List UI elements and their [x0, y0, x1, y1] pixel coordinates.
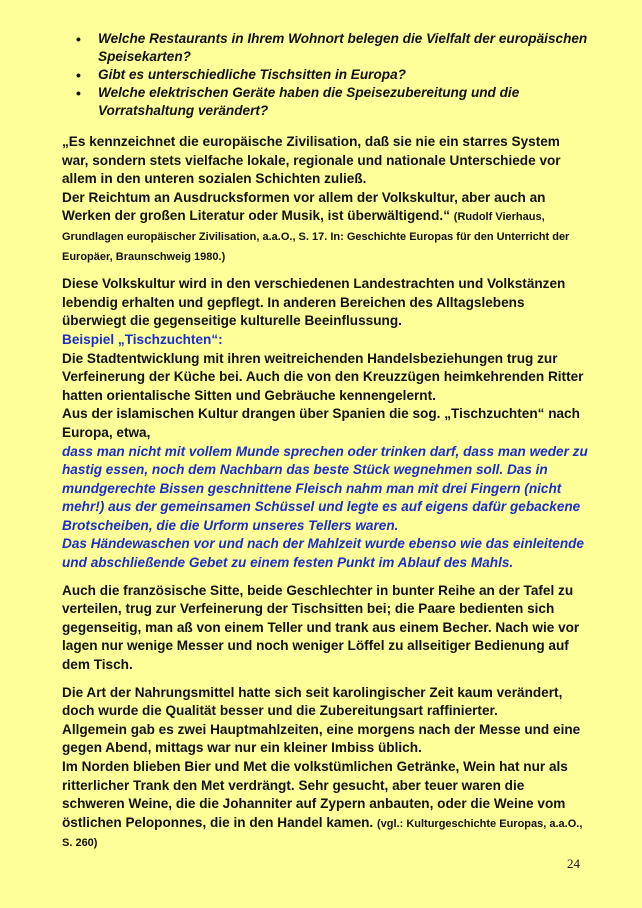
page-content	[62, 30, 590, 853]
question-list	[62, 30, 590, 120]
question-item: • Welche elektrischen Geräte haben die Speisezubereitung und die Vorratshaltung verändert?	[98, 84, 590, 120]
norden-text: Im Norden blieben Bier und Met die volkstümlichen Getränke, Wein hat nur als ritterlicher Trank den Met verdrängt. Sehr gesucht, aber teuer waren die schweren Weine, die die Johanniter auf Zypern anbauten, oder die Weine vom östlichen Peloponnes, die in den Handel kamen.	[62, 759, 568, 830]
paragraph-norden	[62, 758, 590, 853]
paragraph-franzoesisch: Auch die französische Sitte, beide Geschlechter in bunter Reihe an der Tafel zu verteilen, trug zur Verfeinerung der Tischsitten bei; die Paare bedienten sich gegenseitig, man aß von einem Teller und trank aus einem Becher. Nach wie vor lagen nur wenige Messer und noch weniger Löffel zu allseitiger Bedienung auf dem Tisch.	[62, 582, 580, 673]
beispiel-heading: Beispiel „Tischzuchten“:	[62, 331, 223, 347]
paragraph-volkskultur: Diese Volkskultur wird in den verschiedenen Landestrachten und Volkstänzen lebendig erhalten und gepflegt. In anderen Bereichen des Alltagslebens überwiegt die gegenseitige kulturelle Beeinflussung.	[62, 276, 566, 329]
tischzuchten-rules: dass man nicht mit vollem Munde sprechen oder trinken darf, dass man weder zu hastig essen, noch dem Nachbarn das beste Stück wegnehmen soll. Das in mundgerechte Bissen geschnittene Fleisch nahm man mit drei Fingern (nicht mehr!) aus der gemeinsamen Schüssel und legte es auf eigens dafür gebackene Brotscheiben, die die Urform unseres Tellers waren.	[62, 443, 588, 533]
quote-citation: (Rudolf Vierhaus, Grundlagen europäischer Zivilisation, a.a.O., S. 17. In: Geschichte Europas für den Unterricht der Europäer, Braunschweig 1980.)	[62, 211, 570, 263]
question-item: • Welche Restaurants in Ihrem Wohnort belegen die Vielfalt der europäischen Speisekarten?	[98, 30, 590, 66]
paragraph-islam: Aus der islamischen Kultur drangen über Spanien die sog. „Tischzuchten“ nach Europa, etwa,	[62, 406, 580, 440]
haendewaschen-text: Das Händewaschen vor und nach der Mahlzeit wurde ebenso wie das einleitende und abschließende Gebet zu einem festen Punkt im Ablauf des Mahls.	[62, 536, 584, 571]
paragraph-mahlzeiten: Allgemein gab es zwei Hauptmahlzeiten, eine morgens nach der Messe und eine gegen Abend, mittags war nur ein kleiner Imbiss üblich.	[62, 721, 581, 756]
end-citation: (vgl.: Kulturgeschichte Europas, a.a.O., S. 260)	[62, 817, 583, 850]
paragraph-nahrungsmittel: Die Art der Nahrungsmittel hatte sich seit karolingischer Zeit kaum verändert, doch wurde die Qualität besser und die Zubereitungsart raffinierter.	[62, 684, 563, 719]
quote-text-1: „Es kennzeichnet die europäische Zivilisation, daß sie nie ein starres System war, sondern stets vielfache lokale, regionale und nationale Unterschiede vor allem in den unteren sozialen Schichten zuließ.	[62, 134, 561, 187]
page-number: 24	[567, 856, 580, 871]
paragraph-stadtentwicklung: Die Stadtentwicklung mit ihren weitreichenden Handelsbeziehungen trug zur Verfeinerung der Küche bei. Auch die von den Kreuzzügen heimkehrenden Ritter hatten orientalische Sitten und Gebräuche kennengelernt.	[62, 350, 584, 403]
quote-paragraph	[62, 133, 590, 266]
quote-text-2: Der Reichtum an Ausdrucksformen vor allem der Volkskultur, aber auch an Werken der großen Literatur oder Musik, ist überwältigend.“	[62, 189, 546, 224]
question-item: • Gibt es unterschiedliche Tischsitten in Europa?	[98, 66, 590, 84]
